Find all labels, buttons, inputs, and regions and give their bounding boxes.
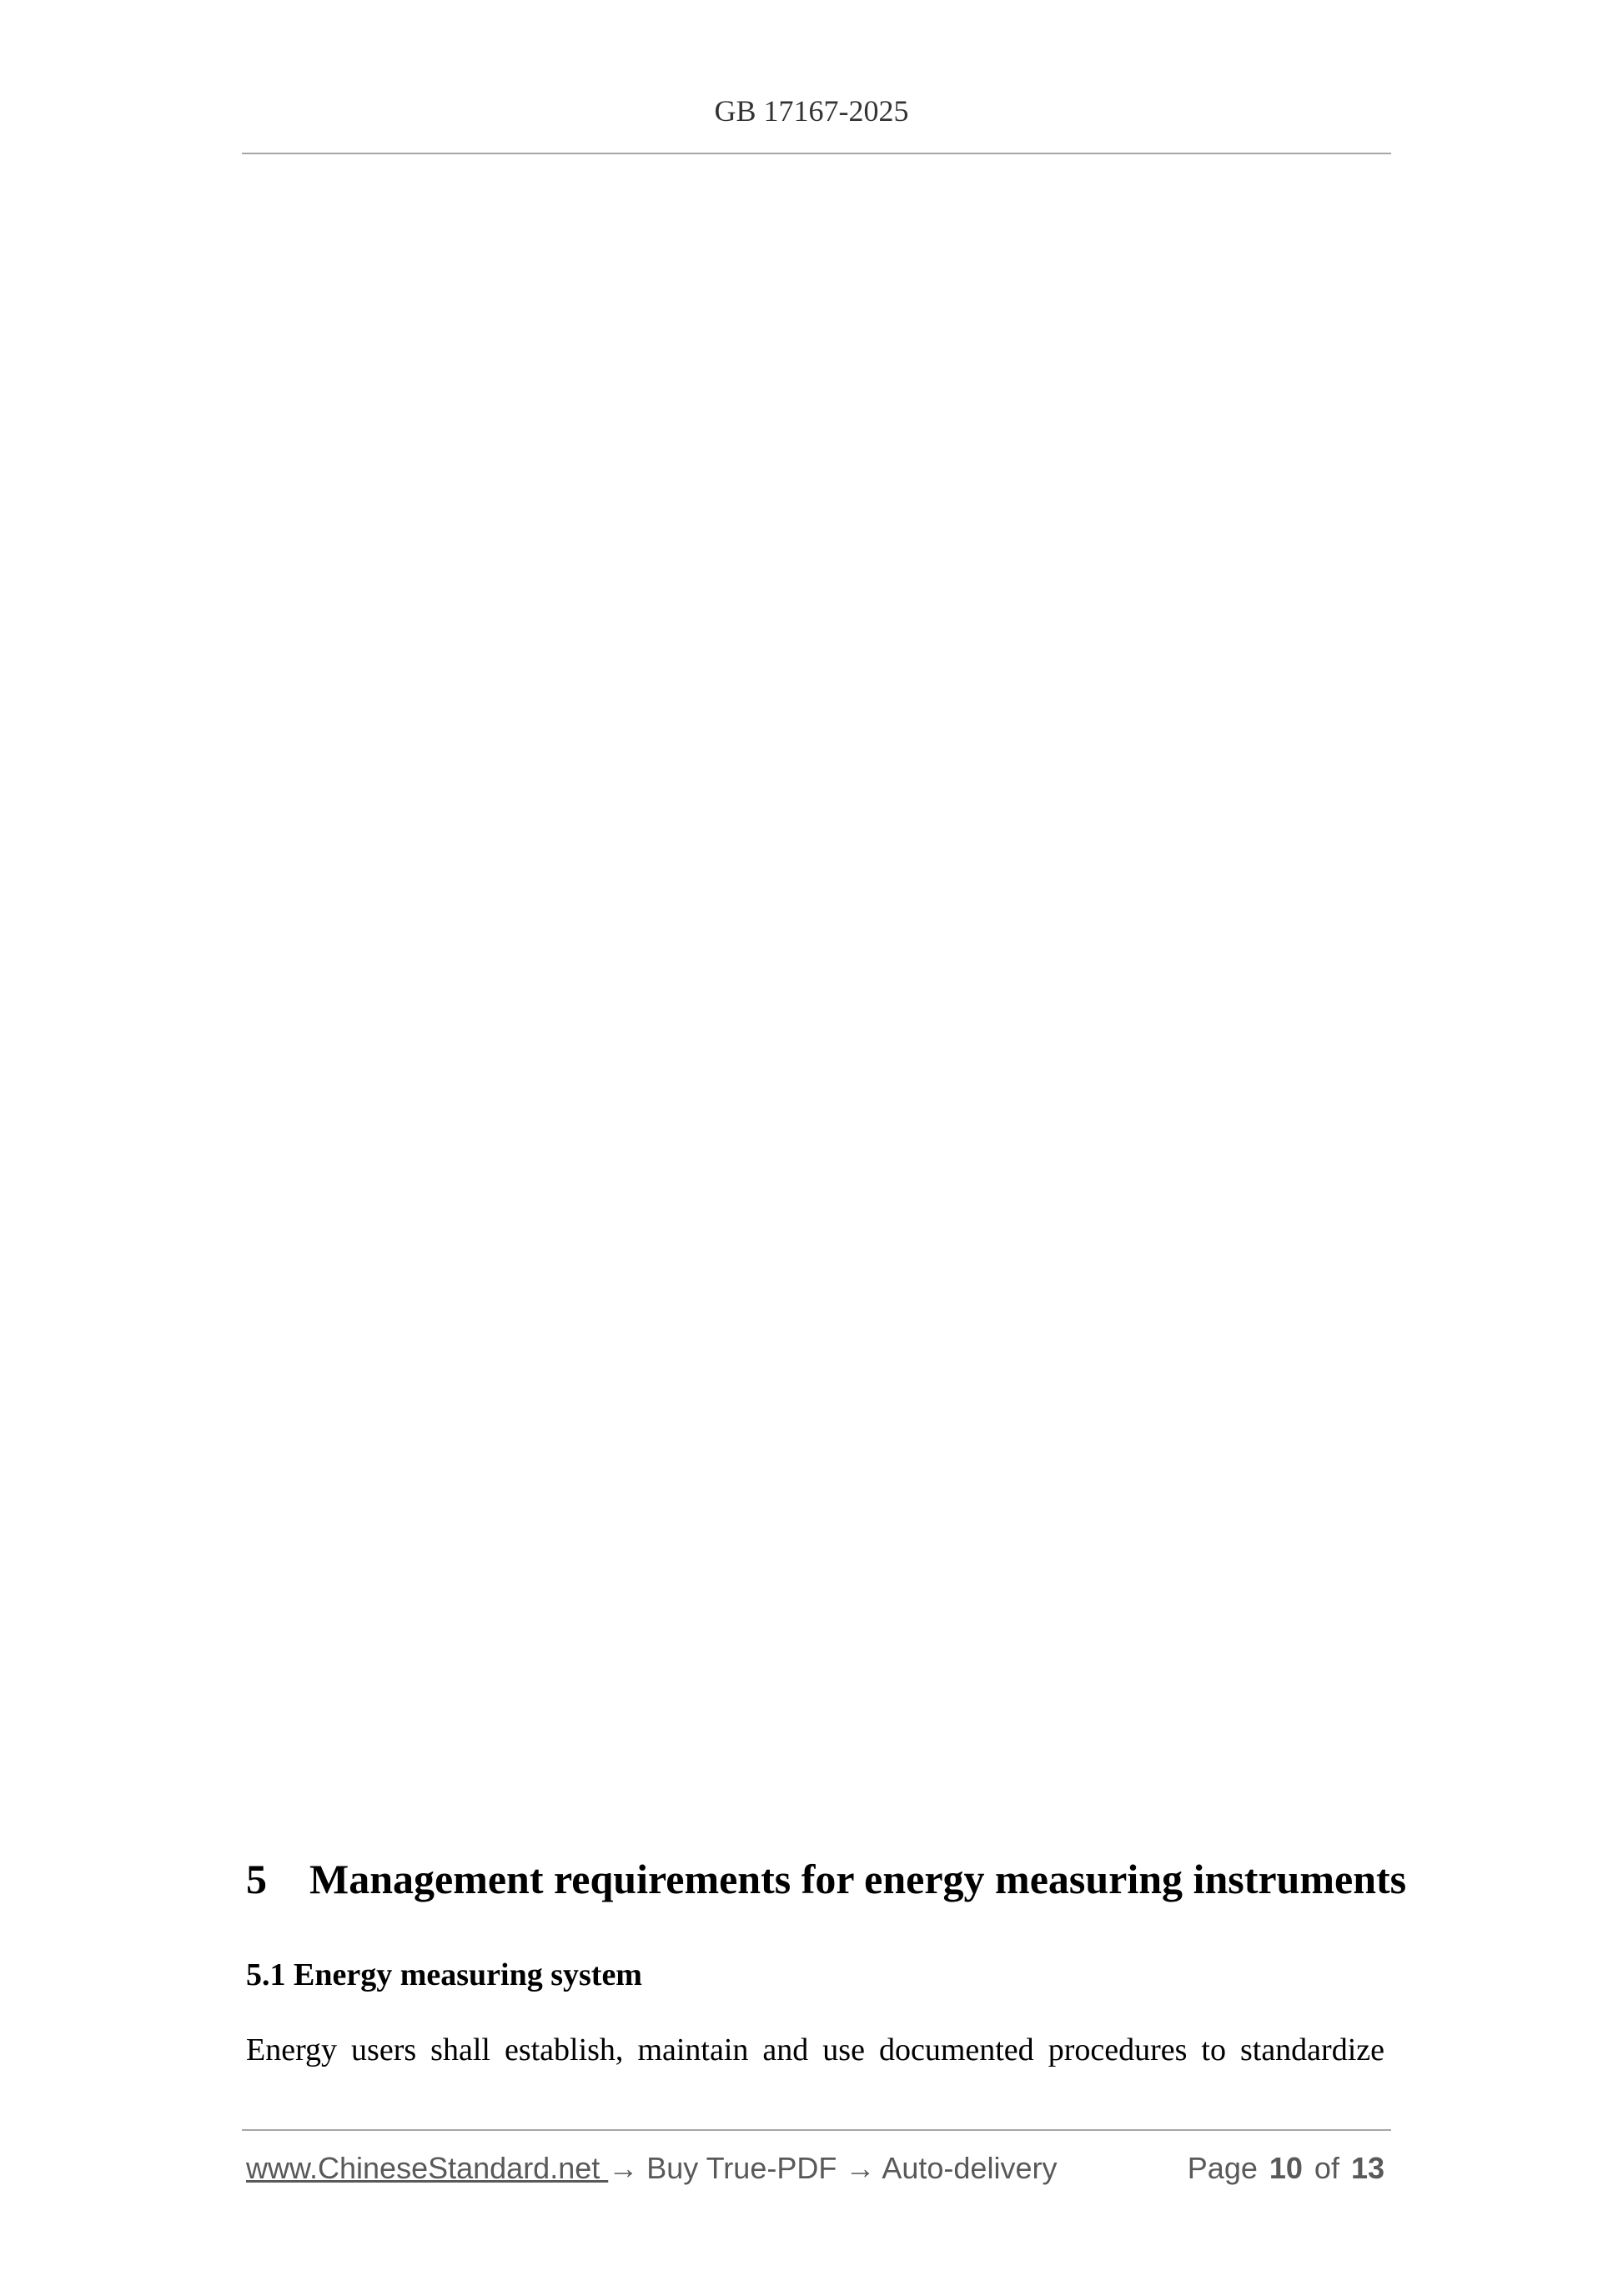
page-indicator [1188, 2151, 1384, 2186]
footer-divider [242, 2129, 1391, 2131]
arrow-right-icon: → [845, 2151, 876, 2185]
subsection-heading: 5.1 Energy measuring system [246, 1957, 642, 1992]
delivery-text: Auto-delivery [882, 2151, 1058, 2185]
section-number: 5 [246, 1856, 267, 1902]
page-current: 10 [1269, 2151, 1303, 2185]
arrow-right-icon: → [608, 2151, 639, 2185]
page-total: 13 [1350, 2151, 1384, 2185]
footer-left [246, 2151, 1057, 2186]
section-heading [246, 1855, 1414, 1903]
header-divider [242, 153, 1391, 154]
buy-text: Buy True-PDF [646, 2151, 837, 2185]
page-label: Page [1187, 2151, 1258, 2185]
section-title: Management requirements for energy measuring instruments [309, 1856, 1407, 1902]
page-footer [246, 2151, 1384, 2193]
running-header: GB 17167-2025 [714, 94, 909, 128]
of-label: of [1314, 2151, 1339, 2185]
site-link[interactable]: www.ChineseStandard.net [246, 2151, 609, 2185]
body-paragraph: Energy users shall establish, maintain and use documented procedures to standardize [246, 2032, 1384, 2067]
